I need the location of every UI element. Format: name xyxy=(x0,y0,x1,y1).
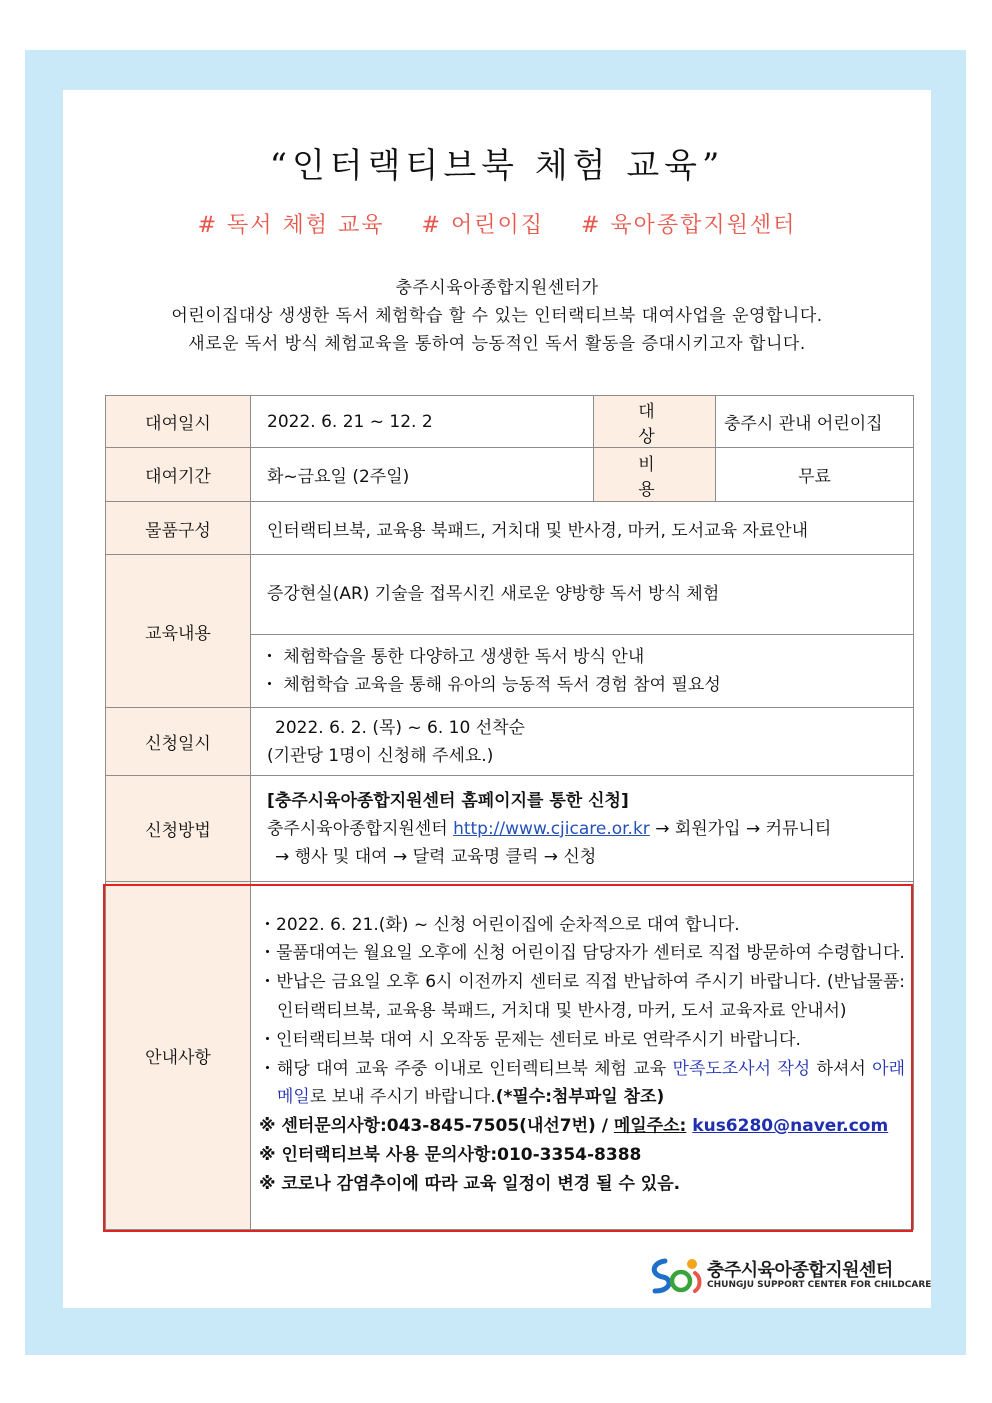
intro-line: 어린이집대상 생생한 독서 체험학습 할 수 있는 인터랙티브북 대여사업을 운영합니다. xyxy=(171,306,823,326)
apply-method-prefix: 충주시육아종합지원센터 xyxy=(267,818,448,839)
mail-highlight: 아래 메일 xyxy=(277,1058,906,1108)
hashtag: # 육아종합지원센터 xyxy=(580,213,797,238)
content-main: 증강현실(AR) 기술을 접목시킨 새로운 양방향 독서 방식 체험 xyxy=(251,555,914,635)
center-logo xyxy=(645,1255,932,1295)
target-value: 충주시 관내 어린이집 xyxy=(716,396,914,448)
email-link[interactable]: kus6280@naver.com xyxy=(692,1116,889,1137)
covid-note: ※ 코로나 감염추이에 따라 교육 일정이 변경 될 수 있음. xyxy=(259,1173,681,1194)
apply-date-value xyxy=(251,708,914,776)
notice-item: ・물품대여는 월요일 오후에 신청 어린이집 담당자가 센터로 직접 방문하여 수령합니다. xyxy=(259,943,905,964)
table-row xyxy=(106,448,914,502)
cost-value: 무료 xyxy=(716,448,914,502)
survey-highlight: 만족도조사서 작성 xyxy=(672,1058,811,1079)
rental-date-label: 대여일시 xyxy=(106,396,251,448)
rental-period-value: 화~금요일 (2주일) xyxy=(251,448,594,502)
content-label: 교육내용 xyxy=(106,555,251,708)
document-page xyxy=(63,90,931,1308)
table-row xyxy=(106,776,914,882)
apply-date-note: (기관당 1명이 신청해 주세요.) xyxy=(267,745,494,766)
survey-text: 하셔서 xyxy=(816,1058,866,1079)
center-contact xyxy=(259,1112,905,1141)
target-label: 대상 xyxy=(594,396,716,448)
hashtag-line xyxy=(63,208,931,239)
apply-method-steps: → 행사 및 대여 → 달력 교육명 클릭 → 신청 xyxy=(275,846,597,867)
table-row xyxy=(106,708,914,776)
notice-content xyxy=(251,882,914,1230)
content-point: ・ 체험학습을 통한 다양하고 생생한 독서 방식 안내 xyxy=(261,647,645,667)
page-title: “인터랙티브북 체험 교육” xyxy=(269,146,725,186)
apply-method-line xyxy=(267,815,897,843)
apply-date-label: 신청일시 xyxy=(106,708,251,776)
homepage-link[interactable]: http://www.cjicare.or.kr xyxy=(453,818,650,839)
survey-text: ・해당 대여 교육 주중 이내로 인터렉티브북 체험 교육 xyxy=(259,1058,667,1079)
required-attachment-note: (*필수:첨부파일 참조) xyxy=(495,1087,665,1108)
notice-item-survey xyxy=(259,1055,905,1113)
apply-method-value xyxy=(251,776,914,882)
intro-line: 충주시육아종합지원센터가 xyxy=(395,278,599,298)
mail-label: 메일주소: xyxy=(613,1116,687,1137)
apply-method-label: 신청방법 xyxy=(106,776,251,882)
notice-item: ・인터랙티브북 대여 시 오작동 문제는 센터로 바로 연락주시기 바랍니다. xyxy=(259,1029,801,1050)
center-contact-text: ※ 센터문의사항:043-845-7505(내선7번) / xyxy=(259,1116,608,1137)
content-point: ・ 체험학습 교육을 통해 유아의 능동적 독서 경험 참여 필요성 xyxy=(261,675,721,695)
notice-item: ・반납은 금요일 오후 6시 이전까지 센터로 직접 반납하여 주시기 바랍니다. (반납물품: 인터랙티브북, 교육용 북패드, 거치대 및 반사경, 마커, 도서 교육자료 안내서) xyxy=(259,972,905,1021)
info-table xyxy=(105,395,914,1230)
rental-date-value: 2022. 6. 21 ~ 12. 2 xyxy=(251,396,594,448)
logo-name-kr: 충주시육아종합지원센터 xyxy=(707,1260,893,1281)
intro-line: 새로운 독서 방식 체험교육을 통하여 능동적인 독서 활동을 증대시키고자 합니다. xyxy=(188,334,806,354)
table-row xyxy=(106,882,914,1230)
logo-mark-icon xyxy=(645,1255,705,1295)
apply-method-suffix: → 회원가입 → 커뮤니티 xyxy=(655,818,832,839)
notice-label: 안내사항 xyxy=(106,882,251,1230)
hashtag: # 어린이집 xyxy=(421,213,544,238)
table-row xyxy=(106,396,914,448)
apply-method-head: [충주시육아종합지원센터 홈페이지를 통한 신청] xyxy=(267,790,629,811)
book-contact: ※ 인터랙티브북 사용 문의사항:010-3354-8388 xyxy=(259,1144,642,1165)
survey-text: 로 보내 주시기 바랍니다. xyxy=(309,1087,496,1108)
notice-item: ・2022. 6. 21.(화) ~ 신청 어린이집에 순차적으로 대여 합니다. xyxy=(259,914,740,935)
logo-name-en: CHUNGJU SUPPORT CENTER FOR CHILDCARE xyxy=(707,1280,932,1290)
content-points xyxy=(251,635,914,708)
cost-label: 비용 xyxy=(594,448,716,502)
table-row xyxy=(106,555,914,635)
intro-text xyxy=(63,274,931,358)
hashtag: # 독서 체험 교육 xyxy=(197,213,385,238)
items-value: 인터랙티브북, 교육용 북패드, 거치대 및 반사경, 마커, 도서교육 자료안내 xyxy=(251,502,914,555)
apply-date-line: 2022. 6. 2. (목) ~ 6. 10 선착순 xyxy=(275,717,525,738)
table-row xyxy=(106,502,914,555)
items-label: 물품구성 xyxy=(106,502,251,555)
rental-period-label: 대여기간 xyxy=(106,448,251,502)
